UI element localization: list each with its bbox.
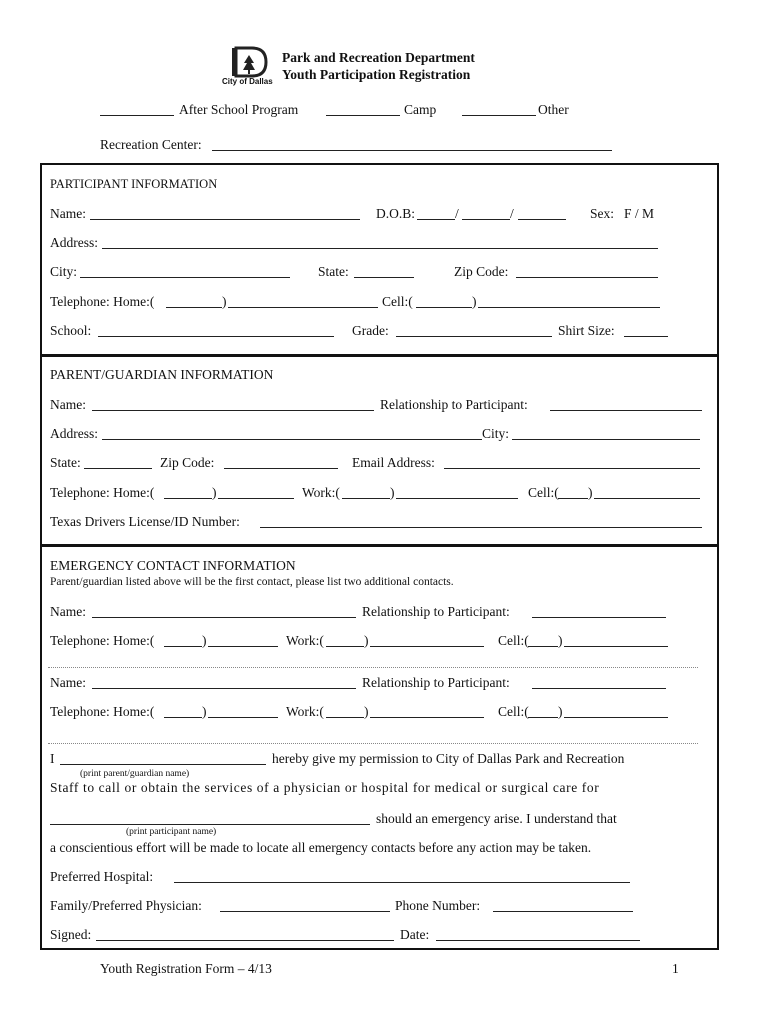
emergency2-relationship-label: Relationship to Participant:: [362, 675, 510, 690]
grade-label: Grade:: [352, 323, 389, 338]
participant-home-phone-field[interactable]: [228, 307, 378, 308]
emergency1-home-phone-field[interactable]: [208, 646, 278, 647]
print-participant-caption: (print participant name): [126, 827, 217, 837]
participant-home-paren: ): [222, 294, 227, 309]
emergency2-home-phone-label: Telephone: Home:(: [50, 704, 155, 719]
participant-name-field[interactable]: [90, 219, 360, 220]
parent-home-phone-field[interactable]: [218, 498, 294, 499]
consent-i: I: [50, 751, 55, 766]
contact-divider: [48, 667, 698, 668]
dob-label: D.O.B:: [376, 206, 416, 221]
parent-zip-label: Zip Code:: [160, 455, 215, 470]
participant-state-label: State:: [318, 264, 349, 279]
parent-home-area-field[interactable]: [164, 498, 212, 499]
participant-cell-paren: ): [472, 294, 477, 309]
sex-options[interactable]: F / M: [624, 206, 655, 221]
page-number: 1: [672, 961, 679, 976]
participant-address-label: Address:: [50, 235, 98, 250]
physician-label: Family/Preferred Physician:: [50, 898, 202, 913]
participant-cell-label: Cell:(: [382, 294, 413, 309]
parent-address-label: Address:: [50, 426, 98, 441]
parent-cell-paren: ): [588, 485, 593, 500]
recreation-center-label: Recreation Center:: [100, 137, 202, 152]
parent-city-field[interactable]: [512, 439, 700, 440]
phone-number-field[interactable]: [493, 911, 633, 912]
emergency-heading: EMERGENCY CONTACT INFORMATION: [50, 558, 296, 573]
camp-field[interactable]: [326, 115, 400, 116]
emergency2-work-label: Work:(: [286, 704, 324, 719]
participant-address-field[interactable]: [102, 248, 658, 249]
date-field[interactable]: [436, 940, 640, 941]
emergency1-relationship-field[interactable]: [532, 617, 666, 618]
participant-city-label: City:: [50, 264, 78, 279]
consent-emergency-text: should an emergency arise. I understand that: [376, 811, 617, 826]
emergency1-home-phone-label: Telephone: Home:(: [50, 633, 155, 648]
parent-cell-label: Cell:(: [528, 485, 559, 500]
parent-relationship-field[interactable]: [550, 410, 702, 411]
emergency2-work-phone-field[interactable]: [370, 717, 484, 718]
hospital-label: Preferred Hospital:: [50, 869, 154, 884]
emergency1-cell-paren: ): [558, 633, 563, 648]
emergency1-work-paren: ): [364, 633, 369, 648]
sex-label: Sex:: [590, 206, 615, 221]
emergency2-cell-area-field[interactable]: [528, 717, 558, 718]
emergency2-name-label: Name:: [50, 675, 86, 690]
header-title-form: Youth Participation Registration: [282, 67, 471, 82]
consent-permission-text: hereby give my permission to City of Dallas Park and Recreation: [272, 751, 625, 766]
dob-day-field[interactable]: [462, 219, 510, 220]
participant-state-field[interactable]: [354, 277, 414, 278]
parent-zip-field[interactable]: [224, 468, 338, 469]
emergency2-home-paren: ): [202, 704, 207, 719]
emergency2-work-area-field[interactable]: [326, 717, 364, 718]
parent-work-paren: ): [390, 485, 395, 500]
parent-cell-area-field[interactable]: [558, 498, 588, 499]
license-field[interactable]: [260, 527, 702, 528]
participant-consent-name-field[interactable]: [50, 824, 370, 825]
participant-name-label: Name:: [50, 206, 86, 221]
emergency1-home-area-field[interactable]: [164, 646, 202, 647]
parent-cell-field[interactable]: [594, 498, 700, 499]
signature-field[interactable]: [96, 940, 394, 941]
emergency2-name-field[interactable]: [92, 688, 356, 689]
shirt-size-field[interactable]: [624, 336, 668, 337]
participant-cell-area-field[interactable]: [416, 307, 472, 308]
emergency1-cell-field[interactable]: [564, 646, 668, 647]
emergency1-home-paren: ): [202, 633, 207, 648]
footer-form-id: Youth Registration Form – 4/13: [100, 961, 272, 976]
parent-relationship-label: Relationship to Participant:: [380, 397, 528, 412]
dob-year-field[interactable]: [518, 219, 566, 220]
parent-guardian-name-field[interactable]: [60, 764, 266, 765]
after-school-field[interactable]: [100, 115, 174, 116]
other-field[interactable]: [462, 115, 536, 116]
contact-divider: [48, 743, 698, 744]
parent-email-label: Email Address:: [352, 455, 435, 470]
emergency2-relationship-field[interactable]: [532, 688, 666, 689]
dob-month-field[interactable]: [417, 219, 455, 220]
emergency2-cell-label: Cell:(: [498, 704, 529, 719]
emergency1-work-area-field[interactable]: [326, 646, 364, 647]
emergency1-name-label: Name:: [50, 604, 86, 619]
shirt-size-label: Shirt Size:: [558, 323, 615, 338]
logo-org-name: City of Dallas: [222, 77, 273, 86]
hospital-field[interactable]: [174, 882, 630, 883]
emergency-note: Parent/guardian listed above will be the first contact, please list two additional contacts.: [50, 576, 454, 588]
emergency1-cell-label: Cell:(: [498, 633, 529, 648]
parent-address-field[interactable]: [102, 439, 482, 440]
after-school-label: After School Program: [179, 102, 299, 117]
emergency2-work-paren: ): [364, 704, 369, 719]
participant-zip-field[interactable]: [516, 277, 658, 278]
consent-effort-text: a conscientious effort will be made to locate all emergency contacts before any action may be taken.: [50, 840, 592, 855]
school-label: School:: [50, 323, 92, 338]
school-field[interactable]: [98, 336, 334, 337]
phone-number-label: Phone Number:: [395, 898, 481, 913]
parent-home-paren: ): [212, 485, 217, 500]
participant-cell-field[interactable]: [478, 307, 660, 308]
emergency2-home-phone-field[interactable]: [208, 717, 278, 718]
emergency2-cell-paren: ): [558, 704, 563, 719]
parent-name-label: Name:: [50, 397, 86, 412]
dob-separator: /: [455, 206, 459, 221]
participant-city-field[interactable]: [80, 277, 290, 278]
other-label: Other: [538, 102, 569, 117]
parent-email-field[interactable]: [444, 468, 700, 469]
emergency2-home-area-field[interactable]: [164, 717, 202, 718]
print-parent-caption: (print parent/guardian name): [80, 769, 190, 779]
participant-home-area-field[interactable]: [166, 307, 222, 308]
participant-home-phone-label: Telephone: Home:(: [50, 294, 155, 309]
header-title-department: Park and Recreation Department: [282, 50, 475, 65]
parent-state-field[interactable]: [84, 468, 152, 469]
parent-city-label: City:: [482, 426, 510, 441]
emergency1-relationship-label: Relationship to Participant:: [362, 604, 510, 619]
parent-home-phone-label: Telephone: Home:(: [50, 485, 155, 500]
emergency1-name-field[interactable]: [92, 617, 356, 618]
camp-label: Camp: [404, 102, 437, 117]
parent-work-phone-field[interactable]: [396, 498, 518, 499]
license-label: Texas Drivers License/ID Number:: [50, 514, 240, 529]
emergency2-cell-field[interactable]: [564, 717, 668, 718]
participant-heading: PARTICIPANT INFORMATION: [50, 177, 218, 191]
parent-work-label: Work:(: [302, 485, 340, 500]
physician-field[interactable]: [220, 911, 390, 912]
parent-heading: PARENT/GUARDIAN INFORMATION: [50, 367, 274, 382]
consent-staff-text: Staff to call or obtain the services of a physician or hospital for medical or surgical care for: [50, 780, 600, 795]
parent-state-label: State:: [50, 455, 81, 470]
signed-label: Signed:: [50, 927, 92, 942]
emergency1-work-phone-field[interactable]: [370, 646, 484, 647]
emergency1-work-label: Work:(: [286, 633, 324, 648]
grade-field[interactable]: [396, 336, 552, 337]
date-label: Date:: [400, 927, 430, 942]
participant-zip-label: Zip Code:: [454, 264, 509, 279]
dob-separator: /: [510, 206, 514, 221]
emergency1-cell-area-field[interactable]: [528, 646, 558, 647]
parent-work-area-field[interactable]: [342, 498, 390, 499]
recreation-center-field[interactable]: [212, 150, 612, 151]
parent-name-field[interactable]: [92, 410, 374, 411]
